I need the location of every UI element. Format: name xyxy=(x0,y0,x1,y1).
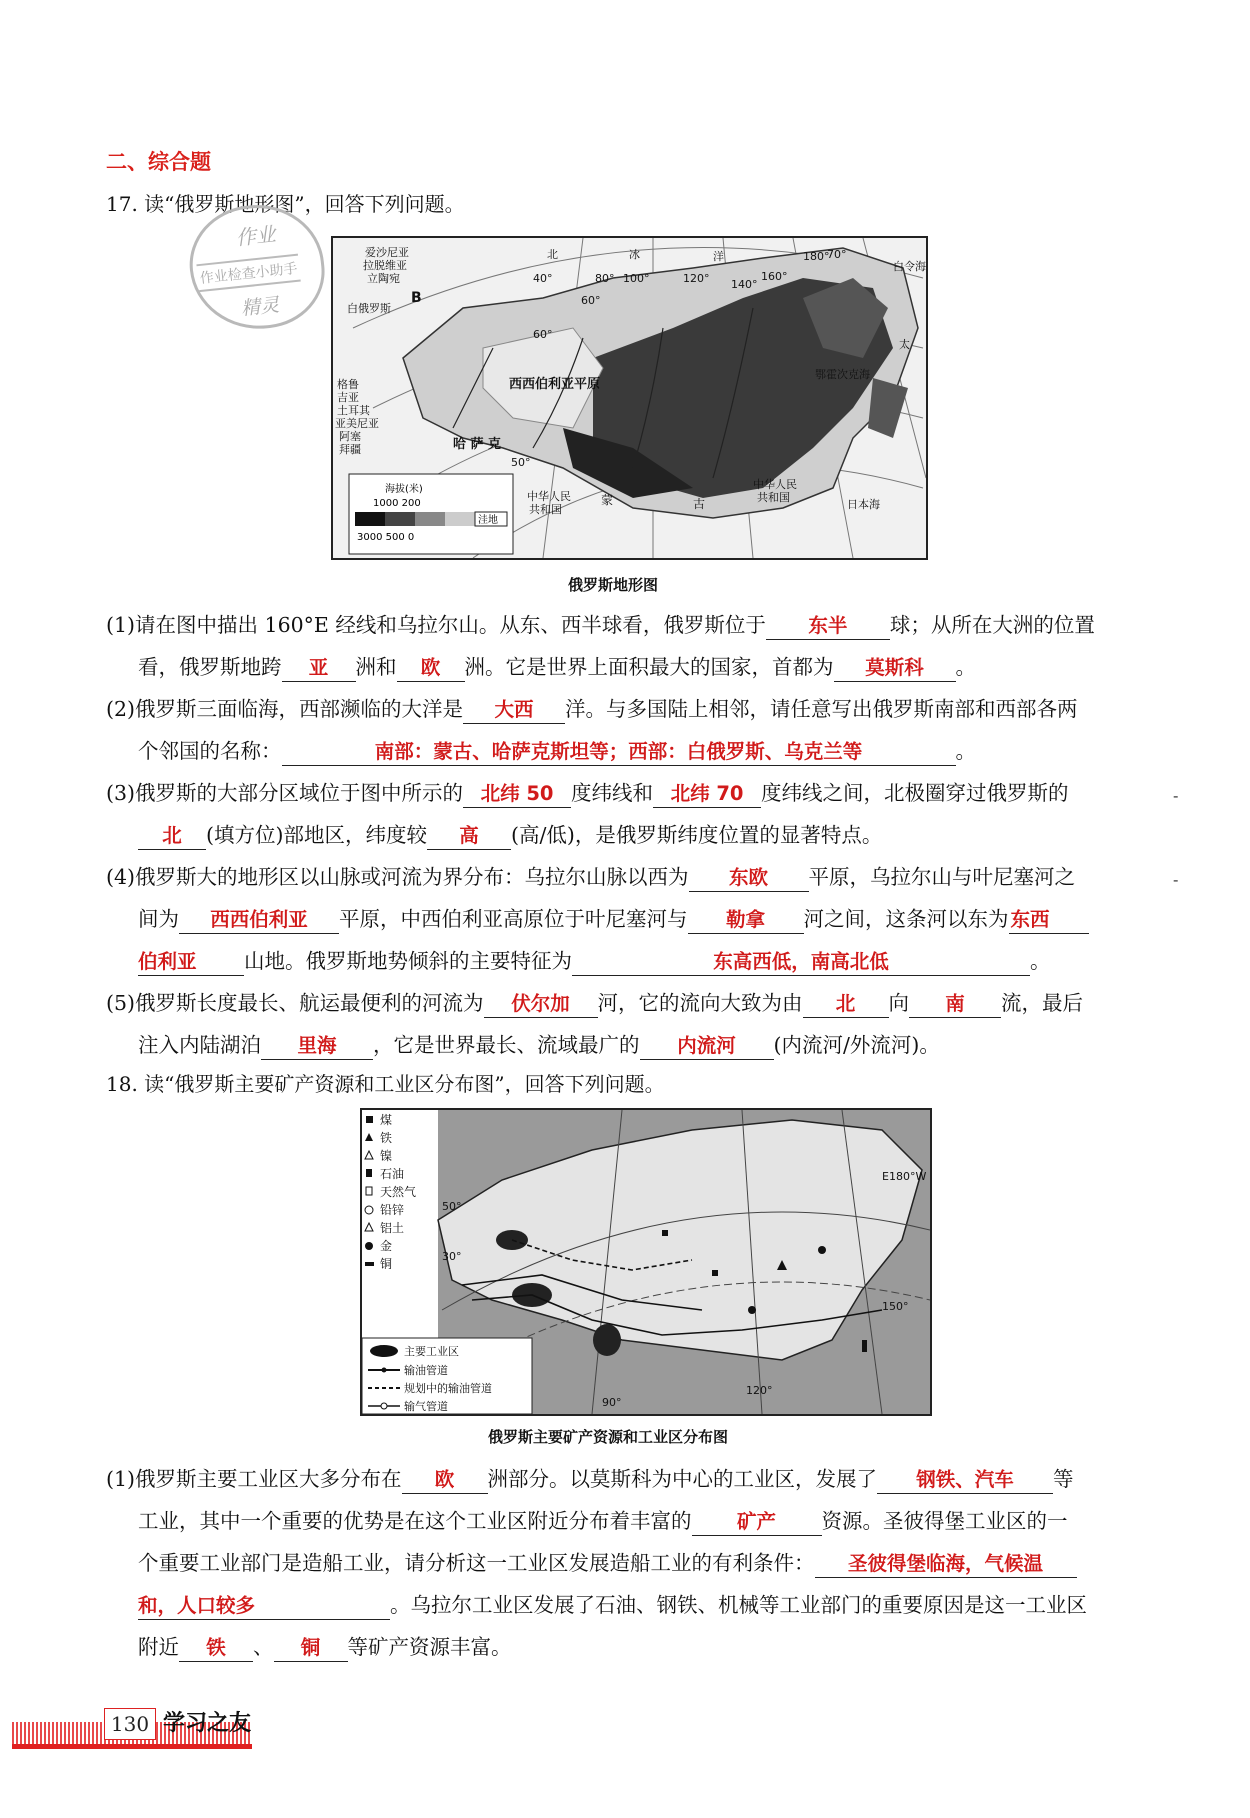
label-georgia: 格鲁吉亚土耳其亚美尼亚阿塞拜疆 xyxy=(335,378,379,456)
answer-blank: 勒拿 xyxy=(688,907,804,934)
answer-blank: 东欧 xyxy=(689,865,809,892)
label-lat30: 30° xyxy=(442,1250,462,1263)
legend-copper: 铜 xyxy=(380,1257,393,1271)
answer-blank: 矿产 xyxy=(692,1509,822,1536)
q17-p2-line1: (2)俄罗斯三面临海，西部濒临的大洋是 大西 洋。与多国陆上相邻，请任意写出俄罗斯南部和西部各两 xyxy=(106,694,1078,724)
answer-blank: 东高西低，南高北低 xyxy=(572,949,1030,976)
answer-blank: 北纬 70 xyxy=(653,781,761,808)
label-ice: 冰 xyxy=(629,248,640,261)
russia-terrain-map xyxy=(331,236,928,560)
answer-blank: 南 xyxy=(909,991,1001,1018)
legend-planned-pipeline: 规划中的输油管道 xyxy=(404,1382,492,1395)
question-18-stem: 18. 读“俄罗斯主要矿产资源和工业区分布图”，回答下列问题。 xyxy=(106,1072,665,1096)
answer-blank: 里海 xyxy=(261,1033,373,1060)
answer-blank: 大西 xyxy=(463,697,565,724)
label-lat60: 60° xyxy=(533,328,553,341)
q18-p1-line5: 附近 铁 、 铜 等矿产资源丰富。 xyxy=(138,1632,512,1662)
answer-blank: 铁 xyxy=(179,1635,253,1662)
q17-p1-line1: (1)请在图中描出 160°E 经线和乌拉尔山。从东、西半球看，俄罗斯位于 东半 球；从所在大洲的位置 xyxy=(106,610,1095,640)
label-okhotsk: 鄂霍次克海 xyxy=(815,368,870,381)
terrain-map-svg xyxy=(333,238,926,558)
legend-gas: 天然气 xyxy=(380,1185,417,1199)
answer-blank: 北 xyxy=(138,823,206,850)
answer-blank: 亚 xyxy=(282,655,356,682)
answer-blank: 铜 xyxy=(274,1635,348,1662)
legend-industrial-zone: 主要工业区 xyxy=(404,1345,459,1358)
answer-blank: 内流河 xyxy=(640,1033,774,1060)
answer-blank: 西西伯利亚 xyxy=(179,907,339,934)
stamp-line3: 精灵 xyxy=(240,293,281,320)
label-lon150: 150° xyxy=(882,1300,909,1313)
legend-coal: 煤 xyxy=(380,1113,393,1127)
answer-blank: 钢铁、汽车 xyxy=(877,1467,1053,1494)
minerals-map-svg xyxy=(362,1110,930,1414)
q17-p3-line2: 北 (填方位)部地区，纬度较 高 (高/低)，是俄罗斯纬度位置的显著特点。 xyxy=(138,820,882,850)
figure-caption-17: 俄罗斯地形图 xyxy=(568,576,659,594)
q17-p1-line2: 看，俄罗斯地跨 亚 洲和 欧 洲。它是世界上面积最大的国家，首都为 莫斯科 。 xyxy=(138,652,976,682)
elevation-legend xyxy=(349,474,513,554)
label-lat70: 70° xyxy=(827,248,847,261)
stamp-line1: 作业 xyxy=(234,221,277,250)
label-belarus: 白俄罗斯 xyxy=(347,302,391,315)
section-title: 二、综合题 xyxy=(106,150,211,174)
label-north: 北 xyxy=(547,248,558,261)
label-china1: 中华人民共和国 xyxy=(527,490,571,516)
q18-p1-line3: 个重要工业部门是造船工业，请分析这一工业区发展造船工业的有利条件： 圣彼得堡临海，气候温 xyxy=(138,1548,1077,1578)
legend-oil: 石油 xyxy=(380,1167,405,1181)
label-china2: 中华人民共和国 xyxy=(753,478,797,504)
elev-top: 1000 200 xyxy=(373,498,421,509)
answer-blank: 东半 xyxy=(766,613,890,640)
label-lon140: 140° xyxy=(731,278,758,291)
legend-nickel: 镍 xyxy=(380,1149,393,1163)
figure-caption-18: 俄罗斯主要矿产资源和工业区分布图 xyxy=(488,1428,729,1446)
elev-bottom: 3000 500 0 xyxy=(357,532,415,543)
q18-p1-line1: (1)俄罗斯主要工业区大多分布在 欧 洲部分。以莫斯科为中心的工业区，发展了 钢铁、汽车 等 xyxy=(106,1464,1074,1494)
q17-p5-line1: (5)俄罗斯长度最长、航运最便利的河流为 伏尔加 河，它的流向大致为由 北 向 南 流，最后 xyxy=(106,988,1083,1018)
label-lon60: 60° xyxy=(581,294,601,307)
answer-blank: 伏尔加 xyxy=(484,991,598,1018)
stamp-line2: 作业检查小助手 xyxy=(196,254,300,293)
label-lon180: 180° xyxy=(803,250,830,263)
legend-iron: 铁 xyxy=(380,1131,393,1145)
q17-p3-line1: (3)俄罗斯的大部分区域位于图中所示的 北纬 50 度纬线和 北纬 70 度纬线之间，北极圈穿过俄罗斯的 xyxy=(106,778,1069,808)
answer-blank: 北 xyxy=(803,991,889,1018)
page-number: 130 xyxy=(104,1708,156,1740)
label-lon120: 120° xyxy=(746,1384,773,1397)
footer-underline xyxy=(12,1744,252,1749)
label-ocean: 洋 xyxy=(713,250,724,263)
label-lon40: 40° xyxy=(533,272,553,285)
q18-p1-line2: 工业，其中一个重要的优势是在这个工业区附近分布着丰富的 矿产 资源。圣彼得堡工业区的一 xyxy=(138,1506,1068,1536)
answer-blank: 东西 xyxy=(1009,907,1089,934)
elev-depression: 洼地 xyxy=(478,515,498,526)
label-japan-sea: 日本海 xyxy=(847,498,880,511)
label-bering: 白令海 xyxy=(893,260,926,273)
label-baltic: 爱沙尼亚拉脱维亚立陶宛 xyxy=(363,246,409,285)
label-kazakh: 哈 萨 克 xyxy=(453,437,502,452)
answer-blank: 欧 xyxy=(397,655,465,682)
answer-blank: 北纬 50 xyxy=(463,781,571,808)
label-lon90: 90° xyxy=(602,1396,622,1409)
label-mongolia2: 古 xyxy=(693,497,706,511)
answer-blank: 圣彼得堡临海，气候温 xyxy=(815,1551,1077,1578)
answer-blank: 欧 xyxy=(402,1467,488,1494)
answer-blank: 伯利亚 xyxy=(138,949,244,976)
legend-bauxite: 铝土 xyxy=(380,1221,405,1235)
label-lat50: 50° xyxy=(442,1200,462,1213)
watermark-stamp xyxy=(184,198,330,335)
label-west-siberian: 西西伯利亚平原 xyxy=(509,377,601,392)
book-brand: 学习之友 xyxy=(163,1711,252,1736)
answer-blank: 和，人口较多 xyxy=(138,1593,390,1620)
legend-oil-pipeline: 输油管道 xyxy=(404,1364,448,1377)
answer-blank: 高 xyxy=(427,823,511,850)
label-b-marker: B xyxy=(411,290,422,306)
label-lat50: 50° xyxy=(511,456,531,469)
label-mongolia: 蒙 xyxy=(601,493,614,507)
russia-minerals-map xyxy=(360,1108,932,1416)
q18-p1-line4: 和，人口较多 。乌拉尔工业区发展了石油、钢铁、机械等工业部门的重要原因是这一工业区 xyxy=(138,1590,1087,1620)
elev-title: 海拔(米) xyxy=(385,484,423,495)
legend-gas-pipeline: 输气管道 xyxy=(404,1400,448,1413)
legend-gold: 金 xyxy=(380,1239,393,1253)
legend-leadzinc: 铅锌 xyxy=(380,1203,405,1217)
answer-blank: 南部：蒙古、哈萨克斯坦等；西部：白俄罗斯、乌克兰等 xyxy=(282,739,956,766)
margin-mark: - xyxy=(1173,870,1179,889)
line-legend xyxy=(362,1338,532,1414)
q17-p4-line1: (4)俄罗斯大的地形区以山脉或河流为界分布：乌拉尔山脉以西为 东欧 平原，乌拉尔山与叶尼塞河之 xyxy=(106,862,1075,892)
question-17-stem: 17. 读“俄罗斯地形图”，回答下列问题。 xyxy=(106,192,465,216)
label-lon120: 120° xyxy=(683,272,710,285)
label-lon180: E180°W xyxy=(882,1170,927,1183)
q17-p4-line2: 间为 西西伯利亚 平原，中西伯利亚高原位于叶尼塞河与 勒拿 河之间，这条河以东为 东西 xyxy=(138,904,1089,934)
label-lon100: 100° xyxy=(623,272,650,285)
q17-p5-line2: 注入内陆湖泊 里海 ，它是世界最长、流域最广的 内流河 (内流河/外流河)。 xyxy=(138,1030,940,1060)
label-lon160: 160° xyxy=(761,270,788,283)
answer-blank: 莫斯科 xyxy=(834,655,956,682)
label-lon80: 80° xyxy=(595,272,615,285)
q17-p2-line2: 个邻国的名称： 南部：蒙古、哈萨克斯坦等；西部：白俄罗斯、乌克兰等 。 xyxy=(138,736,976,766)
margin-mark: - xyxy=(1173,786,1179,805)
q17-p4-line3: 伯利亚 山地。俄罗斯地势倾斜的主要特征为 东高西低，南高北低 。 xyxy=(138,946,1051,976)
label-pacific: 太 xyxy=(899,338,910,351)
